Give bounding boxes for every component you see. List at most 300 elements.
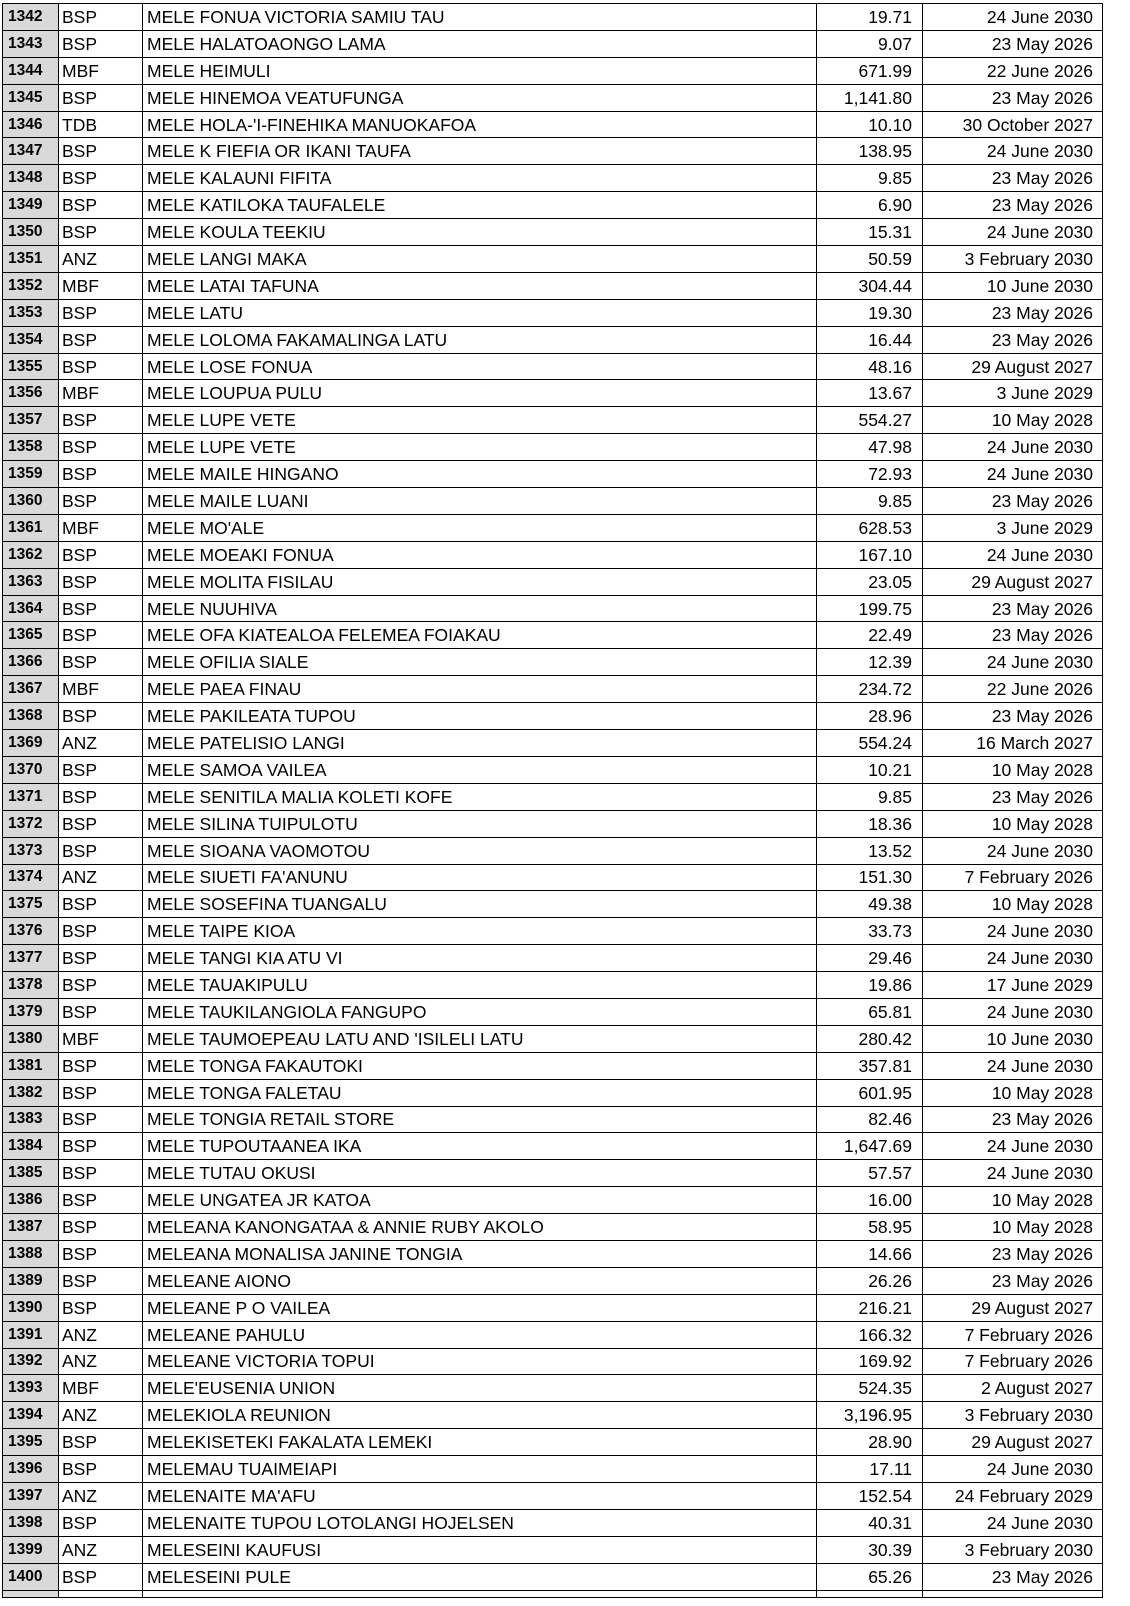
row-number-cell: 1372 xyxy=(3,810,59,837)
amount-cell: 13.67 xyxy=(817,380,923,407)
bank-cell: BSP xyxy=(59,434,143,461)
date-cell: 24 June 2030 xyxy=(923,1456,1103,1483)
amount-cell: 58.95 xyxy=(817,1214,923,1241)
date-cell xyxy=(923,1590,1103,1597)
row-number-cell: 1395 xyxy=(3,1429,59,1456)
row-number-cell: 1373 xyxy=(3,837,59,864)
accounts-table-body xyxy=(3,4,1103,1598)
date-cell: 24 June 2030 xyxy=(923,219,1103,246)
account-name-cell: MELEANE VICTORIA TOPUI xyxy=(143,1348,817,1375)
account-name-cell: MELE SENITILA MALIA KOLETI KOFE xyxy=(143,783,817,810)
account-name-cell: MELENAITE MA'AFU xyxy=(143,1482,817,1509)
table-row xyxy=(3,810,1103,837)
row-number-cell: 1366 xyxy=(3,649,59,676)
row-number-cell: 1350 xyxy=(3,219,59,246)
date-cell: 23 May 2026 xyxy=(923,165,1103,192)
date-cell: 23 May 2026 xyxy=(923,192,1103,219)
date-cell: 10 May 2028 xyxy=(923,891,1103,918)
table-row xyxy=(3,1025,1103,1052)
table-row xyxy=(3,541,1103,568)
row-number-cell: 1353 xyxy=(3,299,59,326)
table-row xyxy=(3,998,1103,1025)
bank-cell: TDB xyxy=(59,111,143,138)
date-cell: 10 May 2028 xyxy=(923,407,1103,434)
row-number-cell: 1384 xyxy=(3,1133,59,1160)
amount-cell: 26.26 xyxy=(817,1267,923,1294)
amount-cell: 10.10 xyxy=(817,111,923,138)
bank-cell xyxy=(59,1590,143,1597)
account-name-cell: MELE MAILE LUANI xyxy=(143,488,817,515)
amount-cell: 554.27 xyxy=(817,407,923,434)
date-cell: 24 June 2030 xyxy=(923,837,1103,864)
account-name-cell: MELEANE AIONO xyxy=(143,1267,817,1294)
amount-cell: 671.99 xyxy=(817,57,923,84)
row-number-cell: 1342 xyxy=(3,4,59,31)
table-row xyxy=(3,1267,1103,1294)
row-number-cell: 1365 xyxy=(3,622,59,649)
row-number-cell: 1347 xyxy=(3,138,59,165)
table-row xyxy=(3,1375,1103,1402)
account-name-cell: MELE PATELISIO LANGI xyxy=(143,730,817,757)
account-name-cell xyxy=(143,1590,817,1597)
table-row xyxy=(3,972,1103,999)
table-row xyxy=(3,1294,1103,1321)
bank-cell: MBF xyxy=(59,1375,143,1402)
account-name-cell: MELE LUPE VETE xyxy=(143,434,817,461)
table-row xyxy=(3,864,1103,891)
account-name-cell: MELE HALATOAONGO LAMA xyxy=(143,30,817,57)
amount-cell: 10.21 xyxy=(817,756,923,783)
bank-cell: BSP xyxy=(59,810,143,837)
amount-cell: 13.52 xyxy=(817,837,923,864)
table-row xyxy=(3,1536,1103,1563)
date-cell: 23 May 2026 xyxy=(923,595,1103,622)
amount-cell: 15.31 xyxy=(817,219,923,246)
row-number-cell: 1393 xyxy=(3,1375,59,1402)
date-cell: 16 March 2027 xyxy=(923,730,1103,757)
date-cell: 7 February 2026 xyxy=(923,1321,1103,1348)
table-row xyxy=(3,1133,1103,1160)
row-number-cell: 1396 xyxy=(3,1456,59,1483)
row-number-cell: 1385 xyxy=(3,1160,59,1187)
bank-cell: BSP xyxy=(59,1160,143,1187)
bank-cell: BSP xyxy=(59,138,143,165)
bank-cell: BSP xyxy=(59,649,143,676)
amount-cell: 50.59 xyxy=(817,246,923,273)
bank-cell: BSP xyxy=(59,1563,143,1590)
table-row xyxy=(3,1240,1103,1267)
account-name-cell: MELE TAIPE KIOA xyxy=(143,918,817,945)
bank-cell: BSP xyxy=(59,353,143,380)
account-name-cell: MELE TUPOUTAANEA IKA xyxy=(143,1133,817,1160)
account-name-cell: MELE TONGA FAKAUTOKI xyxy=(143,1052,817,1079)
row-number-cell: 1388 xyxy=(3,1240,59,1267)
row-number-cell: 1382 xyxy=(3,1079,59,1106)
account-name-cell: MELE HOLA-'I-FINEHIKA MANUOKAFOA xyxy=(143,111,817,138)
date-cell: 22 June 2026 xyxy=(923,57,1103,84)
date-cell: 10 June 2030 xyxy=(923,1025,1103,1052)
amount-cell: 72.93 xyxy=(817,461,923,488)
row-number-cell: 1391 xyxy=(3,1321,59,1348)
row-number-cell: 1354 xyxy=(3,326,59,353)
table-row xyxy=(3,353,1103,380)
bank-cell: BSP xyxy=(59,1267,143,1294)
bank-cell: ANZ xyxy=(59,730,143,757)
amount-cell: 304.44 xyxy=(817,272,923,299)
date-cell: 3 February 2030 xyxy=(923,1536,1103,1563)
row-number-cell: 1356 xyxy=(3,380,59,407)
date-cell: 22 June 2026 xyxy=(923,676,1103,703)
table-row xyxy=(3,165,1103,192)
amount-cell: 280.42 xyxy=(817,1025,923,1052)
account-name-cell: MELE MAILE HINGANO xyxy=(143,461,817,488)
account-name-cell: MELE SAMOA VAILEA xyxy=(143,756,817,783)
account-name-cell: MELE TAUKILANGIOLA FANGUPO xyxy=(143,998,817,1025)
date-cell: 3 June 2029 xyxy=(923,380,1103,407)
account-name-cell: MELE TAUMOEPEAU LATU AND 'ISILELI LATU xyxy=(143,1025,817,1052)
table-row xyxy=(3,676,1103,703)
amount-cell: 166.32 xyxy=(817,1321,923,1348)
table-row xyxy=(3,1160,1103,1187)
table-row xyxy=(3,434,1103,461)
amount-cell: 152.54 xyxy=(817,1482,923,1509)
bank-cell: BSP xyxy=(59,299,143,326)
bank-cell: BSP xyxy=(59,541,143,568)
row-number-cell: 1351 xyxy=(3,246,59,273)
bank-cell: BSP xyxy=(59,192,143,219)
account-name-cell: MELESEINI KAUFUSI xyxy=(143,1536,817,1563)
row-number-cell: 1359 xyxy=(3,461,59,488)
bank-cell: BSP xyxy=(59,1106,143,1133)
amount-cell: 151.30 xyxy=(817,864,923,891)
table-row xyxy=(3,891,1103,918)
row-number-cell: 1364 xyxy=(3,595,59,622)
date-cell: 29 August 2027 xyxy=(923,568,1103,595)
account-name-cell: MELE LOUPUA PULU xyxy=(143,380,817,407)
date-cell: 23 May 2026 xyxy=(923,1267,1103,1294)
amount-cell: 9.85 xyxy=(817,783,923,810)
row-number-cell: 1389 xyxy=(3,1267,59,1294)
row-number-cell: 1392 xyxy=(3,1348,59,1375)
date-cell: 23 May 2026 xyxy=(923,1106,1103,1133)
row-number-cell: 1369 xyxy=(3,730,59,757)
row-number-cell: 1398 xyxy=(3,1509,59,1536)
account-name-cell: MELE UNGATEA JR KATOA xyxy=(143,1187,817,1214)
row-number-cell: 1352 xyxy=(3,272,59,299)
row-number-cell: 1370 xyxy=(3,756,59,783)
bank-cell: BSP xyxy=(59,595,143,622)
amount-cell: 1,141.80 xyxy=(817,84,923,111)
table-row xyxy=(3,1509,1103,1536)
date-cell: 24 June 2030 xyxy=(923,1160,1103,1187)
table-row xyxy=(3,1456,1103,1483)
account-name-cell: MELE MO'ALE xyxy=(143,514,817,541)
date-cell: 23 May 2026 xyxy=(923,84,1103,111)
account-name-cell: MELE HINEMOA VEATUFUNGA xyxy=(143,84,817,111)
account-name-cell: MELE SIUETI FA'ANUNU xyxy=(143,864,817,891)
amount-cell: 169.92 xyxy=(817,1348,923,1375)
date-cell: 24 June 2030 xyxy=(923,945,1103,972)
date-cell: 10 May 2028 xyxy=(923,756,1103,783)
bank-cell: ANZ xyxy=(59,864,143,891)
account-name-cell: MELE K FIEFIA OR IKANI TAUFA xyxy=(143,138,817,165)
account-name-cell: MELE KATILOKA TAUFALELE xyxy=(143,192,817,219)
account-name-cell: MELE OFILIA SIALE xyxy=(143,649,817,676)
date-cell: 29 August 2027 xyxy=(923,353,1103,380)
amount-cell: 48.16 xyxy=(817,353,923,380)
amount-cell: 49.38 xyxy=(817,891,923,918)
bank-cell: BSP xyxy=(59,1079,143,1106)
table-row xyxy=(3,488,1103,515)
account-name-cell: MELE MOLITA FISILAU xyxy=(143,568,817,595)
account-name-cell: MELE'EUSENIA UNION xyxy=(143,1375,817,1402)
account-name-cell: MELE MOEAKI FONUA xyxy=(143,541,817,568)
accounts-table xyxy=(2,3,1103,1598)
amount-cell: 357.81 xyxy=(817,1052,923,1079)
date-cell: 10 May 2028 xyxy=(923,1187,1103,1214)
table-row xyxy=(3,837,1103,864)
date-cell: 24 June 2030 xyxy=(923,434,1103,461)
bank-cell: ANZ xyxy=(59,1536,143,1563)
account-name-cell: MELEANE PAHULU xyxy=(143,1321,817,1348)
amount-cell: 9.07 xyxy=(817,30,923,57)
account-name-cell: MELE LOSE FONUA xyxy=(143,353,817,380)
table-row xyxy=(3,461,1103,488)
table-row xyxy=(3,1106,1103,1133)
bank-cell: BSP xyxy=(59,488,143,515)
date-cell: 23 May 2026 xyxy=(923,299,1103,326)
date-cell: 23 May 2026 xyxy=(923,622,1103,649)
bank-cell: BSP xyxy=(59,756,143,783)
table-row xyxy=(3,595,1103,622)
row-number-cell: 1357 xyxy=(3,407,59,434)
amount-cell: 234.72 xyxy=(817,676,923,703)
table-row xyxy=(3,246,1103,273)
amount-cell: 29.46 xyxy=(817,945,923,972)
bank-cell: BSP xyxy=(59,1240,143,1267)
account-name-cell: MELE LATU xyxy=(143,299,817,326)
bank-cell: BSP xyxy=(59,1456,143,1483)
date-cell: 23 May 2026 xyxy=(923,30,1103,57)
bank-cell: BSP xyxy=(59,1187,143,1214)
amount-cell: 216.21 xyxy=(817,1294,923,1321)
table-row xyxy=(3,756,1103,783)
date-cell: 24 June 2030 xyxy=(923,998,1103,1025)
table-row xyxy=(3,730,1103,757)
table-row xyxy=(3,192,1103,219)
row-number-cell: 1368 xyxy=(3,703,59,730)
bank-cell: BSP xyxy=(59,1052,143,1079)
amount-cell: 33.73 xyxy=(817,918,923,945)
date-cell: 24 June 2030 xyxy=(923,1509,1103,1536)
row-number-cell xyxy=(3,1590,59,1597)
amount-cell: 628.53 xyxy=(817,514,923,541)
amount-cell: 19.71 xyxy=(817,4,923,31)
date-cell: 10 May 2028 xyxy=(923,1214,1103,1241)
bank-cell: BSP xyxy=(59,891,143,918)
table-row xyxy=(3,326,1103,353)
bank-cell: BSP xyxy=(59,703,143,730)
row-number-cell: 1380 xyxy=(3,1025,59,1052)
date-cell: 10 May 2028 xyxy=(923,1079,1103,1106)
account-name-cell: MELE LOLOMA FAKAMALINGA LATU xyxy=(143,326,817,353)
table-row xyxy=(3,30,1103,57)
account-name-cell: MELEANE P O VAILEA xyxy=(143,1294,817,1321)
table-row xyxy=(3,1348,1103,1375)
date-cell: 24 June 2030 xyxy=(923,541,1103,568)
row-number-cell: 1375 xyxy=(3,891,59,918)
row-number-cell: 1383 xyxy=(3,1106,59,1133)
account-name-cell: MELE SILINA TUIPULOTU xyxy=(143,810,817,837)
account-name-cell: MELE TANGI KIA ATU VI xyxy=(143,945,817,972)
row-number-cell: 1355 xyxy=(3,353,59,380)
bank-cell: BSP xyxy=(59,783,143,810)
account-name-cell: MELE HEIMULI xyxy=(143,57,817,84)
row-number-cell: 1349 xyxy=(3,192,59,219)
table-row xyxy=(3,299,1103,326)
amount-cell: 167.10 xyxy=(817,541,923,568)
account-name-cell: MELE PAKILEATA TUPOU xyxy=(143,703,817,730)
account-name-cell: MELE KOULA TEEKIU xyxy=(143,219,817,246)
table-row xyxy=(3,407,1103,434)
table-row xyxy=(3,783,1103,810)
bank-cell: BSP xyxy=(59,30,143,57)
row-number-cell: 1363 xyxy=(3,568,59,595)
account-name-cell: MELE LATAI TAFUNA xyxy=(143,272,817,299)
bank-cell: MBF xyxy=(59,1025,143,1052)
amount-cell: 6.90 xyxy=(817,192,923,219)
row-number-cell: 1376 xyxy=(3,918,59,945)
account-name-cell: MELE KALAUNI FIFITA xyxy=(143,165,817,192)
row-number-cell: 1343 xyxy=(3,30,59,57)
row-number-cell: 1400 xyxy=(3,1563,59,1590)
row-number-cell: 1377 xyxy=(3,945,59,972)
amount-cell: 65.26 xyxy=(817,1563,923,1590)
table-row xyxy=(3,1052,1103,1079)
account-name-cell: MELE SIOANA VAOMOTOU xyxy=(143,837,817,864)
bank-cell: BSP xyxy=(59,461,143,488)
row-number-cell: 1360 xyxy=(3,488,59,515)
date-cell: 29 August 2027 xyxy=(923,1429,1103,1456)
bank-cell: BSP xyxy=(59,972,143,999)
amount-cell: 40.31 xyxy=(817,1509,923,1536)
account-name-cell: MELENAITE TUPOU LOTOLANGI HOJELSEN xyxy=(143,1509,817,1536)
amount-cell: 82.46 xyxy=(817,1106,923,1133)
amount-cell: 16.44 xyxy=(817,326,923,353)
amount-cell: 12.39 xyxy=(817,649,923,676)
account-name-cell: MELE OFA KIATEALOA FELEMEA FOIAKAU xyxy=(143,622,817,649)
table-row xyxy=(3,514,1103,541)
account-name-cell: MELE PAEA FINAU xyxy=(143,676,817,703)
date-cell: 23 May 2026 xyxy=(923,488,1103,515)
table-row xyxy=(3,380,1103,407)
row-number-cell: 1387 xyxy=(3,1214,59,1241)
account-name-cell: MELE NUUHIVA xyxy=(143,595,817,622)
table-row xyxy=(3,1187,1103,1214)
amount-cell: 16.00 xyxy=(817,1187,923,1214)
date-cell: 2 August 2027 xyxy=(923,1375,1103,1402)
table-row xyxy=(3,84,1103,111)
table-row xyxy=(3,1321,1103,1348)
amount-cell: 138.95 xyxy=(817,138,923,165)
row-number-cell: 1344 xyxy=(3,57,59,84)
account-name-cell: MELE TONGIA RETAIL STORE xyxy=(143,1106,817,1133)
amount-cell: 22.49 xyxy=(817,622,923,649)
account-name-cell: MELEANA KANONGATAA & ANNIE RUBY AKOLO xyxy=(143,1214,817,1241)
bank-cell: BSP xyxy=(59,326,143,353)
table-row xyxy=(3,1563,1103,1590)
bank-cell: ANZ xyxy=(59,1482,143,1509)
row-number-cell: 1346 xyxy=(3,111,59,138)
amount-cell: 47.98 xyxy=(817,434,923,461)
date-cell: 10 May 2028 xyxy=(923,810,1103,837)
row-number-cell: 1386 xyxy=(3,1187,59,1214)
table-row xyxy=(3,4,1103,31)
table-row xyxy=(3,945,1103,972)
row-number-cell: 1362 xyxy=(3,541,59,568)
row-number-cell: 1390 xyxy=(3,1294,59,1321)
bank-cell: BSP xyxy=(59,918,143,945)
row-number-cell: 1381 xyxy=(3,1052,59,1079)
date-cell: 7 February 2026 xyxy=(923,1348,1103,1375)
amount-cell: 23.05 xyxy=(817,568,923,595)
amount-cell: 57.57 xyxy=(817,1160,923,1187)
account-name-cell: MELE TAUAKIPULU xyxy=(143,972,817,999)
amount-cell: 19.30 xyxy=(817,299,923,326)
amount-cell: 28.90 xyxy=(817,1429,923,1456)
row-number-cell: 1348 xyxy=(3,165,59,192)
amount-cell: 601.95 xyxy=(817,1079,923,1106)
bank-cell: BSP xyxy=(59,1294,143,1321)
date-cell: 3 February 2030 xyxy=(923,1402,1103,1429)
bank-cell: ANZ xyxy=(59,1348,143,1375)
amount-cell: 18.36 xyxy=(817,810,923,837)
amount-cell: 199.75 xyxy=(817,595,923,622)
bank-cell: BSP xyxy=(59,219,143,246)
account-name-cell: MELEANA MONALISA JANINE TONGIA xyxy=(143,1240,817,1267)
table-row xyxy=(3,703,1103,730)
table-row xyxy=(3,219,1103,246)
date-cell: 7 February 2026 xyxy=(923,864,1103,891)
amount-cell xyxy=(817,1590,923,1597)
bank-cell: MBF xyxy=(59,380,143,407)
bank-cell: BSP xyxy=(59,84,143,111)
date-cell: 17 June 2029 xyxy=(923,972,1103,999)
amount-cell: 554.24 xyxy=(817,730,923,757)
amount-cell: 17.11 xyxy=(817,1456,923,1483)
date-cell: 29 August 2027 xyxy=(923,1294,1103,1321)
account-name-cell: MELE TONGA FALETAU xyxy=(143,1079,817,1106)
row-number-cell: 1399 xyxy=(3,1536,59,1563)
date-cell: 24 June 2030 xyxy=(923,4,1103,31)
bank-cell: MBF xyxy=(59,57,143,84)
row-number-cell: 1367 xyxy=(3,676,59,703)
table-row xyxy=(3,568,1103,595)
bank-cell: BSP xyxy=(59,1429,143,1456)
date-cell: 24 June 2030 xyxy=(923,1133,1103,1160)
table-row xyxy=(3,649,1103,676)
account-name-cell: MELE FONUA VICTORIA SAMIU TAU xyxy=(143,4,817,31)
account-name-cell: MELEMAU TUAIMEIAPI xyxy=(143,1456,817,1483)
table-row xyxy=(3,57,1103,84)
account-name-cell: MELE LUPE VETE xyxy=(143,407,817,434)
date-cell: 10 June 2030 xyxy=(923,272,1103,299)
row-number-cell: 1361 xyxy=(3,514,59,541)
date-cell: 3 June 2029 xyxy=(923,514,1103,541)
account-name-cell: MELESEINI PULE xyxy=(143,1563,817,1590)
amount-cell: 28.96 xyxy=(817,703,923,730)
bank-cell: ANZ xyxy=(59,246,143,273)
